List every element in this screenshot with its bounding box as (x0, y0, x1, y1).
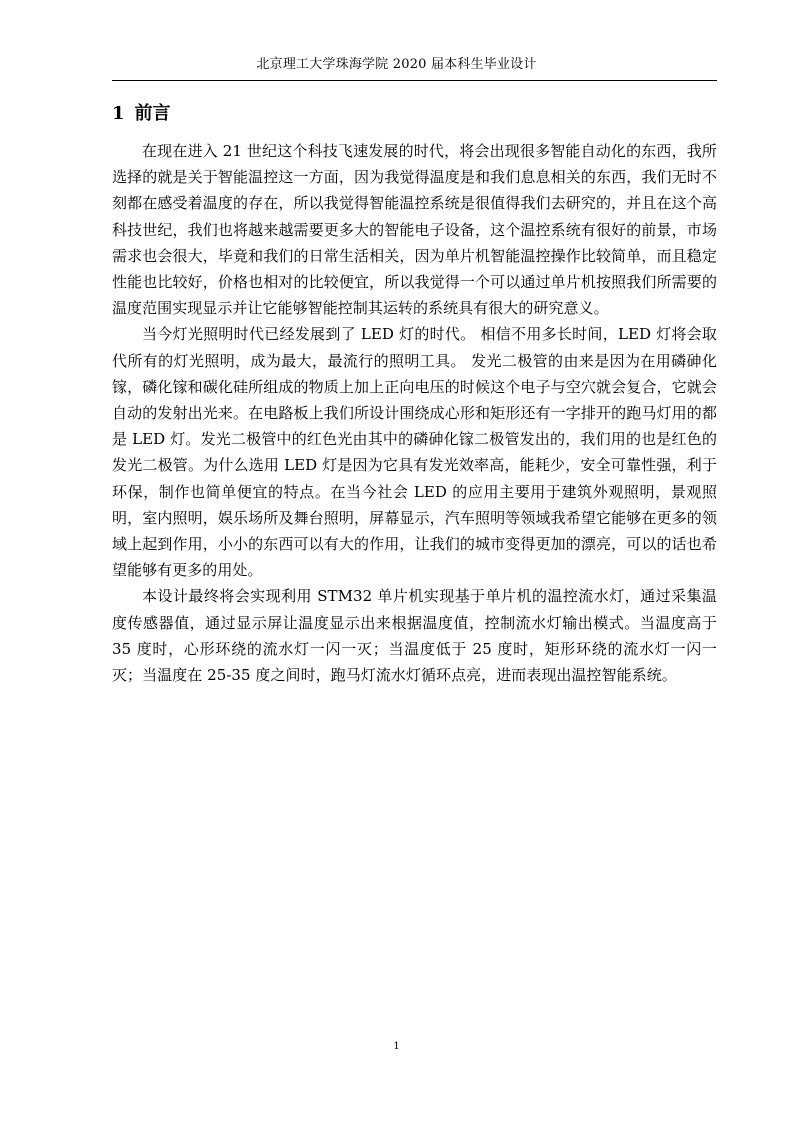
page-number: 1 (393, 1041, 400, 1052)
body-text (112, 138, 717, 688)
section-number: 1 (112, 103, 125, 124)
paragraph-intro: 在现在进入 21 世纪这个科技飞速发展的时代，将会出现很多智能自动化的东西，我所选择的就是关于智能温控这一方面，因为我觉得温度是和我们息息相关的东西，我们无时不刻都在感受着温度的存在，所以我觉得智能温控系统是很值得我们去研究的，并且在这个高科技世纪，我们也将越来越需要更多大的智能电子设备，这个温控系统有很好的前景，市场需求也会很大，毕竟和我们的日常生活相关，因为单片机智能温控操作比较简单，而且稳定性能也比较好，价格也相对的比较便宜，所以我觉得一个可以通过单片机按照我们所需要的温度范围实现显示并让它能够智能控制其运转的系统具有很大的研究意义。 (112, 142, 717, 318)
paragraph-design: 本设计最终将会实现利用 STM32 单片机实现基于单片机的温控流水灯，通过采集温度传感器值，通过显示屏让温度显示出来根据温度值，控制流水灯输出模式。当温度高于 35 度时，心形环绕的流水灯一闪一灭；当温度低于 25 度时，矩形环绕的流水灯一闪一灭；当温度在 25-35 度之间时，跑马灯流水灯循环点亮，进而表现出温控智能系统。 (112, 587, 717, 685)
header-divider (112, 80, 717, 81)
page-header-title: 北京理工大学珠海学院 2020 届本科生毕业设计 (256, 57, 537, 72)
section-title: 前言 (134, 103, 171, 124)
paragraph-led: 当今灯光照明时代已经发展到了 LED 灯的时代。 相信不用多长时间，LED 灯将会取代所有的灯光照明，成为最大，最流行的照明工具。 发光二极管的由来是因为在用磷砷化镓，磷化镓和碳化硅所组成的物质上加上正向电压的时候这个电子与空穴就会复合，它就会自动的发射出光来。在电路板上我们所设计围绕成心形和矩形还有一字排开的跑马灯用的都是 LED 灯。发光二极管中的红色光由其中的磷砷化镓二极管发出的，我们用的也是红色的发光二极管。为什么选用 LED 灯是因为它具有发光效率高，能耗少，安全可靠性强，利于环保，制作也简单便宜的特点。在当今社会 LED 的应用主要用于建筑外观照明，景观照明，室内照明，娱乐场所及舞台照明，屏幕显示，汽车照明等领域我希望它能够在更多的领域上起到作用，小小的东西可以有大的作用，让我们的城市变得更加的漂亮，可以的话也希望能够有更多的用处。 (112, 325, 717, 580)
section-heading (112, 102, 171, 126)
